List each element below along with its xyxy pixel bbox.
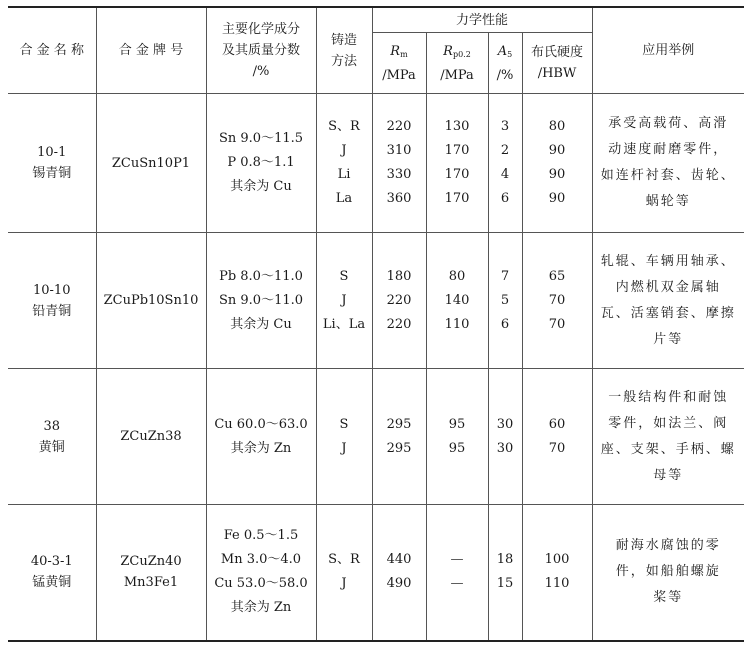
hardness-line: 90 bbox=[548, 167, 566, 182]
elongation-line: 6 bbox=[500, 191, 510, 206]
composition-line: Fe 0.5～1.5 bbox=[223, 528, 299, 544]
alloy-name-cell bbox=[8, 94, 96, 233]
tensile-strength-line: 220 bbox=[386, 316, 412, 332]
header-hbw: 布氏硬度 /HBW bbox=[522, 33, 592, 94]
header-alloy-grade: 合 金 牌 号 bbox=[96, 7, 206, 94]
header-application: 应用举例 bbox=[592, 7, 744, 94]
elongation-line: 4 bbox=[500, 167, 510, 182]
casting-method-line: J bbox=[341, 576, 347, 592]
application-line: 座、支架、手柄、螺 bbox=[600, 441, 736, 457]
casting-method-line: J bbox=[341, 143, 347, 158]
header-rp02: $R_{p0.2}$ /MPa bbox=[426, 33, 488, 94]
composition-cell bbox=[206, 505, 316, 641]
yield-strength-line: 140 bbox=[444, 292, 470, 308]
yield-strength-cell bbox=[426, 505, 488, 641]
yield-strength-line: 130 bbox=[444, 119, 470, 134]
tensile-strength-line: 295 bbox=[386, 416, 412, 432]
application-line: 动速度耐磨零件， bbox=[608, 142, 729, 157]
alloy-grade-cell bbox=[96, 94, 206, 233]
yield-strength-cell bbox=[426, 94, 488, 233]
composition-line: Pb 8.0～11.0 bbox=[219, 268, 303, 284]
yield-strength-cell bbox=[426, 233, 488, 369]
application-cell bbox=[592, 369, 744, 505]
table-body bbox=[8, 94, 744, 641]
yield-strength-line: — bbox=[450, 552, 464, 568]
composition-line: Mn 3.0～4.0 bbox=[220, 552, 302, 568]
yield-strength-line: 110 bbox=[444, 316, 470, 332]
elongation-line: 15 bbox=[496, 576, 514, 592]
casting-method-line: J bbox=[341, 440, 347, 456]
header-composition: 主要化学成分 及其质量分数 /% bbox=[206, 7, 316, 94]
elongation-line: 3 bbox=[500, 119, 510, 134]
alloy-name-cell bbox=[8, 233, 96, 369]
application-line: 桨等 bbox=[653, 590, 684, 606]
yield-strength-line: 170 bbox=[444, 191, 470, 206]
casting-method-line: J bbox=[341, 292, 347, 308]
yield-strength-line: 80 bbox=[448, 268, 466, 284]
hardness-line: 100 bbox=[544, 552, 570, 568]
alloy-name-line: 40-3-1 bbox=[30, 554, 73, 570]
casting-method-line: S bbox=[339, 268, 349, 284]
composition-line: 其余为 Zn bbox=[230, 600, 292, 616]
cast-copper-alloy-table bbox=[8, 6, 744, 642]
tensile-strength-line: 220 bbox=[386, 292, 412, 308]
tensile-strength-cell bbox=[372, 369, 426, 505]
hardness-line: 65 bbox=[548, 268, 566, 284]
elongation-cell bbox=[488, 369, 522, 505]
casting-method-cell bbox=[316, 505, 372, 641]
header-mechanical-properties: 力学性能 bbox=[372, 7, 592, 33]
composition-line: 其余为 Zn bbox=[230, 440, 292, 456]
tensile-strength-line: 360 bbox=[386, 191, 412, 206]
alloy-grade-cell bbox=[96, 369, 206, 505]
application-line: 承受高载荷、高滑 bbox=[608, 116, 729, 131]
yield-strength-line: 170 bbox=[444, 167, 470, 182]
table-row bbox=[8, 94, 744, 233]
hardness-line: 70 bbox=[548, 316, 566, 332]
application-cell bbox=[592, 233, 744, 369]
application-line: 母等 bbox=[653, 467, 684, 483]
composition-cell bbox=[206, 369, 316, 505]
application-cell bbox=[592, 94, 744, 233]
composition-line: 其余为 Cu bbox=[230, 179, 292, 194]
application-cell bbox=[592, 505, 744, 641]
header-casting-method: 铸造 方法 bbox=[316, 7, 372, 94]
application-line: 蜗轮等 bbox=[645, 194, 691, 209]
alloy-grade-line: ZCuZn38 bbox=[120, 429, 182, 444]
yield-strength-cell bbox=[426, 369, 488, 505]
tensile-strength-line: 220 bbox=[386, 119, 412, 134]
hardness-line: 110 bbox=[544, 576, 570, 592]
elongation-cell bbox=[488, 94, 522, 233]
header-alloy-name: 合 金 名 称 bbox=[8, 7, 96, 94]
composition-line: Sn 9.0～11.5 bbox=[218, 131, 304, 146]
yield-strength-line: 95 bbox=[448, 440, 466, 456]
hardness-cell bbox=[522, 233, 592, 369]
elongation-line: 30 bbox=[496, 440, 514, 456]
table-row bbox=[8, 369, 744, 505]
application-line: 零件，如法兰、阀 bbox=[608, 415, 729, 431]
elongation-line: 2 bbox=[500, 143, 510, 158]
table-row bbox=[8, 233, 744, 369]
alloy-grade-line: Mn3Fe1 bbox=[123, 575, 179, 591]
hardness-line: 70 bbox=[548, 292, 566, 308]
alloy-name-line: 10-10 bbox=[33, 282, 71, 298]
alloy-name-cell bbox=[8, 505, 96, 641]
elongation-cell bbox=[488, 233, 522, 369]
yield-strength-line: — bbox=[450, 576, 464, 592]
header-rm: $R_m$ /MPa bbox=[372, 33, 426, 94]
hardness-line: 60 bbox=[548, 416, 566, 432]
application-line: 内燃机双金属轴 bbox=[615, 279, 721, 295]
alloy-grade-line: ZCuZn40 bbox=[120, 554, 182, 570]
composition-line: 其余为 Cu bbox=[230, 316, 292, 332]
tensile-strength-line: 330 bbox=[386, 167, 412, 182]
application-line: 如连杆衬套、齿轮、 bbox=[600, 168, 736, 183]
alloy-name-line: 铅青铜 bbox=[32, 303, 72, 319]
casting-method-line: S、R bbox=[328, 119, 360, 134]
alloy-name-cell bbox=[8, 369, 96, 505]
application-line: 轧辊、车辆用轴承、 bbox=[600, 253, 736, 269]
tensile-strength-cell bbox=[372, 94, 426, 233]
hardness-cell bbox=[522, 94, 592, 233]
casting-method-line: Li、La bbox=[322, 316, 366, 332]
yield-strength-line: 95 bbox=[448, 416, 466, 432]
elongation-line: 18 bbox=[496, 552, 514, 568]
alloy-name-line: 38 bbox=[43, 418, 61, 434]
table-row bbox=[8, 505, 744, 641]
hardness-line: 70 bbox=[548, 440, 566, 456]
tensile-strength-line: 295 bbox=[386, 440, 412, 456]
hardness-cell bbox=[522, 505, 592, 641]
composition-line: Cu 60.0～63.0 bbox=[214, 416, 308, 432]
alloy-grade-cell bbox=[96, 233, 206, 369]
casting-method-cell bbox=[316, 233, 372, 369]
tensile-strength-cell bbox=[372, 505, 426, 641]
composition-line: Cu 53.0～58.0 bbox=[214, 576, 308, 592]
application-line: 片等 bbox=[653, 331, 684, 347]
elongation-line: 30 bbox=[496, 416, 514, 432]
alloy-name-line: 10-1 bbox=[37, 145, 67, 160]
tensile-strength-line: 180 bbox=[386, 268, 412, 284]
composition-line: P 0.8～1.1 bbox=[227, 155, 295, 170]
composition-cell bbox=[206, 233, 316, 369]
casting-method-cell bbox=[316, 369, 372, 505]
alloy-grade-line: ZCuPb10Sn10 bbox=[103, 293, 199, 308]
hardness-line: 90 bbox=[548, 143, 566, 158]
alloy-name-line: 黄铜 bbox=[38, 439, 65, 455]
tensile-strength-line: 310 bbox=[386, 143, 412, 158]
casting-method-cell bbox=[316, 94, 372, 233]
application-line: 瓦、活塞销套、摩擦 bbox=[600, 305, 736, 321]
composition-cell bbox=[206, 94, 316, 233]
elongation-line: 6 bbox=[500, 316, 510, 332]
composition-line: Sn 9.0～11.0 bbox=[218, 292, 304, 308]
alloy-grade-line: ZCuSn10P1 bbox=[111, 155, 191, 171]
application-line: 一般结构件和耐蚀 bbox=[608, 389, 729, 405]
hardness-line: 80 bbox=[548, 119, 566, 134]
casting-method-line: Li bbox=[337, 167, 351, 182]
casting-method-line: S bbox=[339, 416, 349, 432]
yield-strength-line: 170 bbox=[444, 143, 470, 158]
tensile-strength-line: 440 bbox=[386, 552, 412, 568]
header-a5: $A_5$ /% bbox=[488, 33, 522, 94]
alloy-name-line: 锰黄铜 bbox=[32, 575, 72, 591]
application-line: 耐海水腐蚀的零 bbox=[615, 538, 721, 554]
alloy-name-line: 锡青铜 bbox=[32, 166, 72, 181]
hardness-cell bbox=[522, 369, 592, 505]
application-line: 件，如船舶螺旋 bbox=[615, 564, 721, 580]
casting-method-line: La bbox=[335, 191, 353, 206]
hardness-line: 90 bbox=[548, 191, 566, 206]
elongation-line: 5 bbox=[500, 292, 510, 308]
tensile-strength-line: 490 bbox=[386, 576, 412, 592]
tensile-strength-cell bbox=[372, 233, 426, 369]
elongation-line: 7 bbox=[500, 268, 510, 284]
elongation-cell bbox=[488, 505, 522, 641]
casting-method-line: S、R bbox=[328, 552, 360, 568]
alloy-grade-cell bbox=[96, 505, 206, 641]
